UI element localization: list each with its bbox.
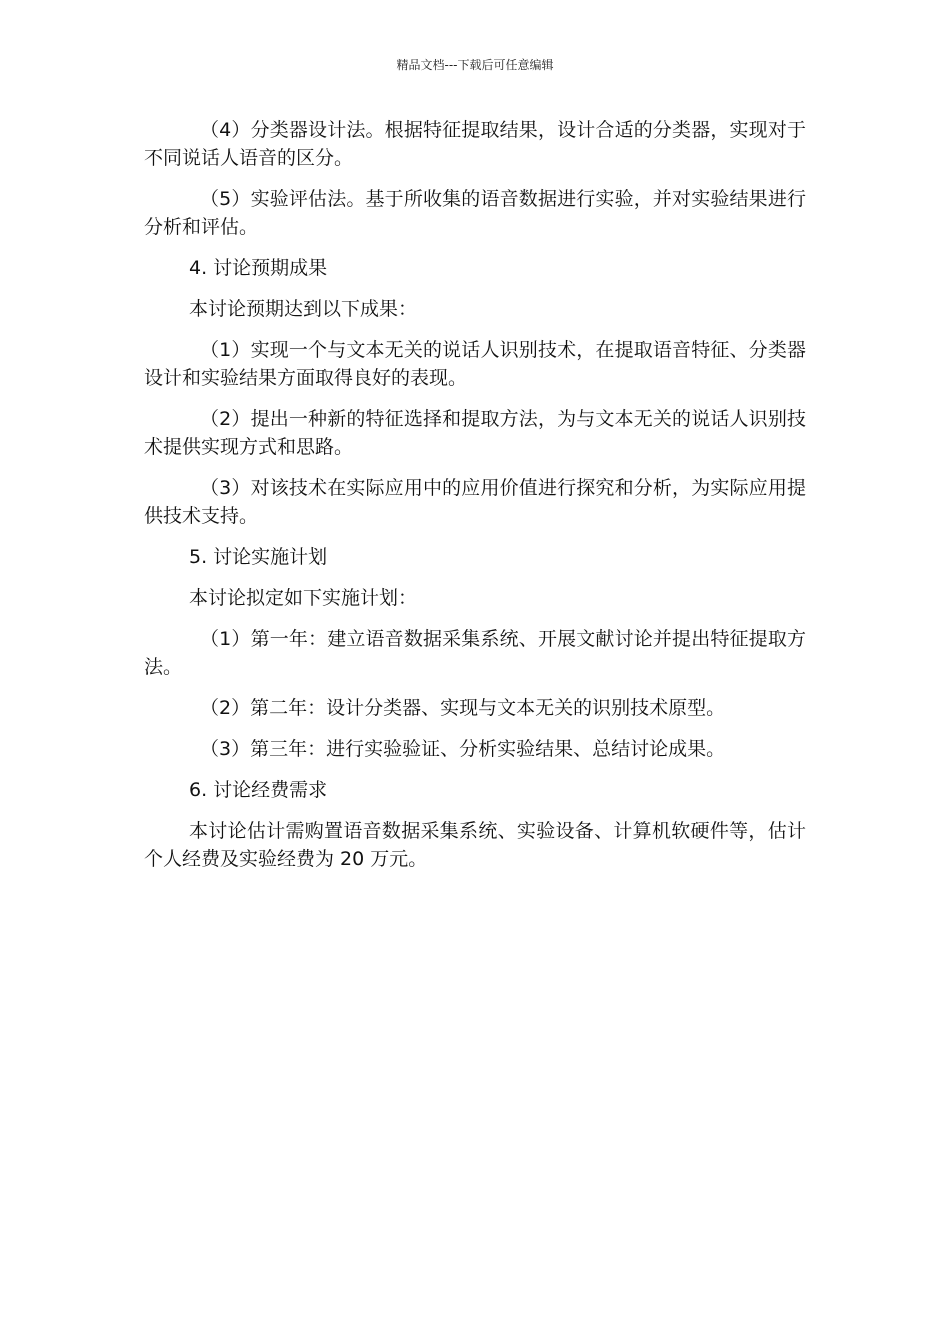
- paragraph-result-3: （3）对该技术在实际应用中的应用价值进行探究和分析，为实际应用提供技术支持。: [144, 477, 806, 527]
- page-header: 精品文档---下载后可任意编辑: [396, 58, 554, 72]
- paragraph-plan-year-2: （2）第二年：设计分类器、实现与文本无关的识别技术原型。: [200, 697, 726, 719]
- section-heading-expected-results: 4. 讨论预期成果: [189, 257, 328, 279]
- document-body: [144, 116, 806, 886]
- paragraph-method-4: （4）分类器设计法。根据特征提取结果，设计合适的分类器，实现对于不同说话人语音的区分。: [144, 119, 806, 169]
- paragraph-result-1: （1）实现一个与文本无关的说话人识别技术，在提取语音特征、分类器设计和实验结果方面取得良好的表现。: [144, 339, 806, 389]
- paragraph-result-2: （2）提出一种新的特征选择和提取方法，为与文本无关的说话人识别技术提供实现方式和思路。: [144, 408, 806, 458]
- paragraph-results-intro: 本讨论预期达到以下成果：: [189, 298, 418, 320]
- paragraph-plan-year-3: （3）第三年：进行实验验证、分析实验结果、总结讨论成果。: [200, 738, 726, 760]
- paragraph-plan-intro: 本讨论拟定如下实施计划：: [189, 587, 418, 609]
- section-heading-plan: 5. 讨论实施计划: [189, 546, 328, 568]
- paragraph-method-5: （5）实验评估法。基于所收集的语音数据进行实验，并对实验结果进行分析和评估。: [144, 188, 806, 238]
- paragraph-plan-year-1: （1）第一年：建立语音数据采集系统、开展文献讨论并提出特征提取方法。: [144, 628, 806, 678]
- paragraph-budget: 本讨论估计需购置语音数据采集系统、实验设备、计算机软硬件等，估计个人经费及实验经费为 20 万元。: [144, 820, 806, 870]
- section-heading-budget: 6. 讨论经费需求: [189, 779, 328, 801]
